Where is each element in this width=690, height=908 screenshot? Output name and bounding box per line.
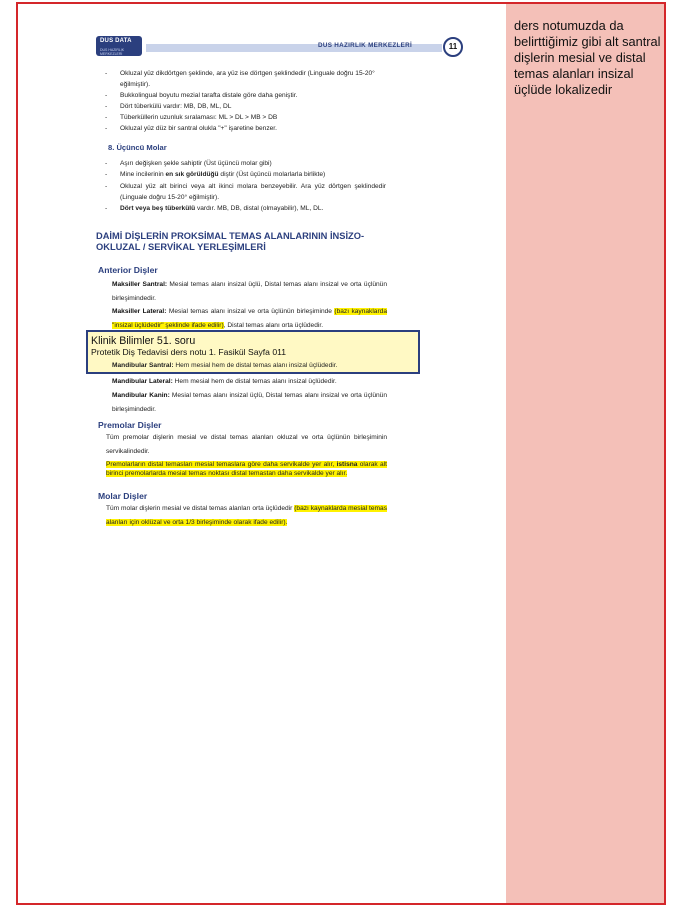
text-run: Hem mesial hem de distal temas alanı insizal üçlüdedir. <box>173 362 338 369</box>
text-run: Mesial temas alanı insizal ve orta üçlünün birleşiminde <box>166 308 335 315</box>
bullet-item: - Okluzal yüz alt birinci veya alt ikinci molara benzeyebilir. Ara yüz dörtgen şeklindedir (Linguale doğru 15-20° eğilmiştir). <box>120 181 386 203</box>
logo-text: DUS DATA <box>100 38 132 44</box>
paragraph-mandibular-kanin <box>112 389 387 416</box>
annotation-note: ders notumuzda da belirttiğimiz gibi alt santral dişlerin mesial ve distal temas alanları insizal üçlüde lokalizedir <box>514 18 661 97</box>
term-label: Maksiller Lateral: <box>112 308 167 315</box>
callout-subtitle: Protetik Diş Tedavisi ders notu 1. Fasikül Sayfa 011 <box>91 347 287 357</box>
header-title: DUS HAZIRLIK MERKEZLERİ <box>318 42 413 49</box>
bullet-item: - Bukkolingual boyutu mezial tarafta distale göre daha geniştir. <box>120 90 386 101</box>
highlighted-text: (bazı kaynaklarda mesial temas alanları için oklüzal ve orta 1/3 birleşiminde olarak ifade edilir). <box>106 505 388 526</box>
paragraph-molar <box>106 502 387 529</box>
highlighted-text <box>106 461 387 477</box>
paragraph-maksiller-lateral <box>112 305 387 332</box>
annotation-panel <box>506 4 664 903</box>
text-run: Premolarların distal temasları mesial temaslara göre daha servikalde yer alır, <box>106 461 337 468</box>
text-run: Mine incilerinin <box>120 171 166 178</box>
paragraph-premolar-highlight <box>106 460 387 478</box>
bold-text: Dört veya beş tüberkülü <box>120 205 196 212</box>
main-heading: DAİMİ DİŞLERİN PROKSİMAL TEMAS ALANLARININ İNSİZO-OKLUZAL / SERVİKAL YERLEŞİMLERİ <box>96 231 365 252</box>
bullet-item: - Dört tüberkülü vardır: MB, DB, ML, DL <box>120 101 386 112</box>
paragraph-maksiller-santral <box>112 278 387 305</box>
subheading-molar: Molar Dişler <box>98 491 148 501</box>
paragraph-mandibular-lateral <box>112 375 387 389</box>
text-run: Hem mesial hem de distal temas alanı insizal üçlüdedir. <box>172 378 337 385</box>
term-label: Mandibular Lateral: <box>112 378 173 385</box>
term-label: Maksiller Santral: <box>112 281 168 288</box>
callout-title: Klinik Bilimler 51. soru <box>91 335 196 347</box>
highlighted-text: (bazı kaynaklarda "insizal üçlüdedir" şeklinde ifade edilir) <box>112 308 387 329</box>
bullet-item: - Okluzal yüz düz bir santral olukla "+" işaretine benzer. <box>120 123 386 134</box>
reference-callout <box>86 330 420 374</box>
text-run: Tüm molar dişlerin mesial ve distal temas alanları orta üçlüdedir <box>106 505 295 512</box>
term-label: Mandibular Santral: <box>112 362 174 369</box>
text-run: Mesial temas alanı insizal üçlü, Distal temas alanı insizal ve orta üçlünün birleşimindedir. <box>112 392 387 413</box>
text-run: diştir (Üst üçüncü molarlarla birlikte) <box>218 171 326 178</box>
subheading-anterior: Anterior Dişler <box>98 265 158 275</box>
paragraph-mandibular-santral <box>112 362 337 369</box>
bold-text: en sık görüldüğü <box>165 171 219 178</box>
bullet-item: - Aşırı değişken şekle sahiptir (Üst üçüncü molar gibi) <box>120 158 386 169</box>
text-run: Mesial temas alanı insizal üçlü, Distal temas alanı insizal ve orta üçlünün birleşimindedir. <box>112 281 387 302</box>
page-number: 11 <box>443 37 463 57</box>
bullet-item <box>120 203 386 214</box>
term-label: Mandibular Kanin: <box>112 392 170 399</box>
paragraph-premolar: Tüm premolar dişlerin mesial ve distal temas alanları okluzal ve orta üçlünün birleşiminin servikalindedir. <box>106 434 387 455</box>
text-run: olarak alt birinci premolarlarda mesial temas noktası distal temastan daha servikalde yer alır. <box>106 461 388 477</box>
bullet-item <box>120 169 386 180</box>
bullet-item: - Okluzal yüz dikdörtgen şeklinde, ara yüz ise dörtgen şeklindedir (Linguale doğru 15-20° eğilmiştir). <box>120 68 386 90</box>
logo-subtitle: DUS HAZIRLIK MERKEZLERİ <box>100 48 125 56</box>
text-run: , Distal temas alanı orta üçlüdedir. <box>223 321 324 329</box>
bold-text: istisna <box>336 461 358 468</box>
section-heading: 8. Üçüncü Molar <box>108 143 167 152</box>
subheading-premolar: Premolar Dişler <box>98 420 162 430</box>
logo <box>96 36 142 56</box>
bullet-item: - Tüberküllerin uzunluk sıralaması: ML > DL > MB > DB <box>120 112 386 123</box>
text-run: vardır. MB, DB, distal (olmayabilir), ML, DL. <box>195 205 324 212</box>
